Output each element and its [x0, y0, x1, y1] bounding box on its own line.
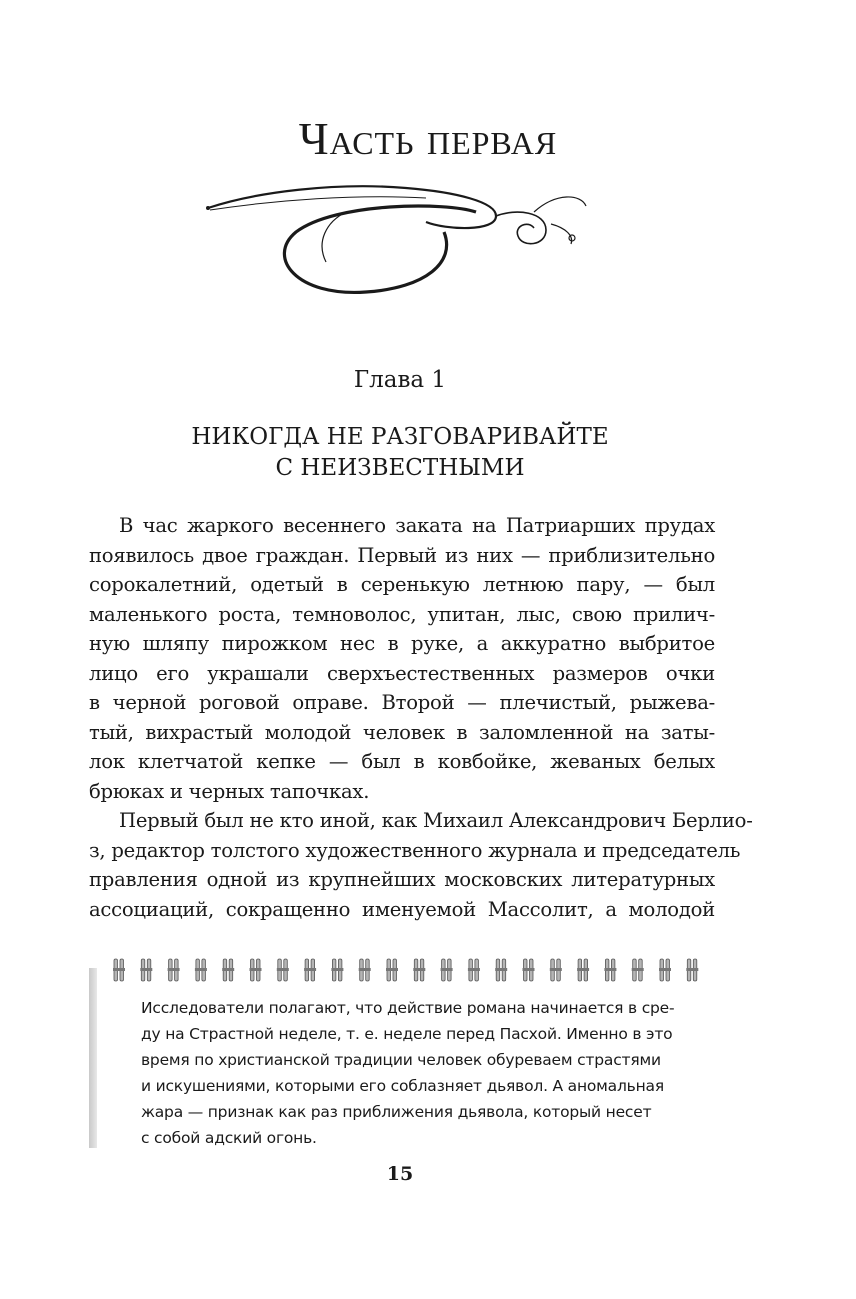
body-line: ассоциаций, сокращенно именуемой Массолит, а молодой — [89, 897, 715, 921]
spiral-ring — [413, 959, 425, 981]
spiral-ring — [277, 959, 289, 981]
chapter-title-line: С НЕИЗВЕСТНЫМИ — [275, 455, 525, 481]
spiral-ring — [468, 959, 480, 981]
spiral-ring — [604, 959, 616, 981]
spiral-ring — [222, 959, 234, 981]
spiral-ring — [359, 959, 371, 981]
spiral-ring — [386, 959, 398, 981]
flourish-ornament — [196, 172, 596, 312]
spiral-ring — [250, 959, 262, 981]
spiral-ring — [686, 959, 698, 981]
body-line: з, редактор толстого художественного журнала и председатель — [89, 838, 741, 862]
spiral-ring — [632, 959, 644, 981]
spiral-ring — [331, 959, 343, 981]
part-title: Часть первая — [298, 113, 558, 164]
body-line: в черной роговой оправе. Второй — плечистый, рыжева- — [89, 691, 715, 714]
spiral-ring — [304, 959, 316, 981]
body-line: правления одной из крупнейших московских литературных — [89, 868, 715, 891]
note-line: время по христианской традиции человек обуреваем страстями — [141, 1051, 661, 1069]
chapter-body — [89, 511, 753, 924]
body-line: брюках и черных тапочках. — [89, 779, 370, 803]
note-line: с собой адский огонь. — [141, 1129, 317, 1147]
spiral-ring — [441, 959, 453, 981]
spiral-ring — [523, 959, 535, 981]
chapter-title-line: НИКОГДА НЕ РАЗГОВАРИВАЙТЕ — [191, 424, 609, 450]
body-line: сорокалетний, одетый в серенькую летнюю пару, — был — [89, 573, 715, 596]
note-line: жара — признак как раз приближения дьявола, который несет — [141, 1103, 652, 1121]
page-number: 15 — [386, 1163, 414, 1185]
body-line: В час жаркого весеннего заката на Патриарших прудах — [119, 514, 715, 537]
spiral-ring — [113, 959, 125, 981]
body-line: лок клетчатой кепке — был в ковбойке, жеваных белых — [89, 750, 715, 773]
note-side-bar — [89, 968, 97, 1148]
spiral-ring — [577, 959, 589, 981]
note-line: и искушениями, которыми его соблазняет дьявол. А аномальная — [141, 1077, 664, 1095]
spiral-ring — [195, 959, 207, 981]
spiral-ring — [550, 959, 562, 981]
chapter-label: Глава 1 — [353, 367, 447, 393]
body-line: маленького роста, темноволос, упитан, лыс, свою прилич- — [89, 602, 715, 626]
body-line: тый, вихрастый молодой человек в заломленной на заты- — [89, 720, 715, 744]
body-line: лицо его украшали сверхъестественных размеров очки — [89, 661, 715, 685]
note-line: Исследователи полагают, что действие романа начинается в сре- — [141, 999, 675, 1017]
body-line: появилось двое граждан. Первый из них — приблизительно — [89, 543, 715, 567]
spiral-ring — [659, 959, 671, 981]
spiral-ring — [168, 959, 180, 981]
chapter-title — [0, 422, 800, 484]
body-line: Первый был не кто иной, как Михаил Александрович Берлио- — [119, 809, 753, 832]
notebook-spiral-icon — [110, 957, 710, 983]
spiral-ring — [140, 959, 152, 981]
note-line: ду на Страстной неделе, т. е. неделе перед Пасхой. Именно в это — [141, 1025, 673, 1043]
body-line: ную шляпу пирожком нес в руке, а аккуратно выбритое — [89, 632, 715, 655]
side-note — [141, 995, 701, 1151]
spiral-ring — [495, 959, 507, 981]
